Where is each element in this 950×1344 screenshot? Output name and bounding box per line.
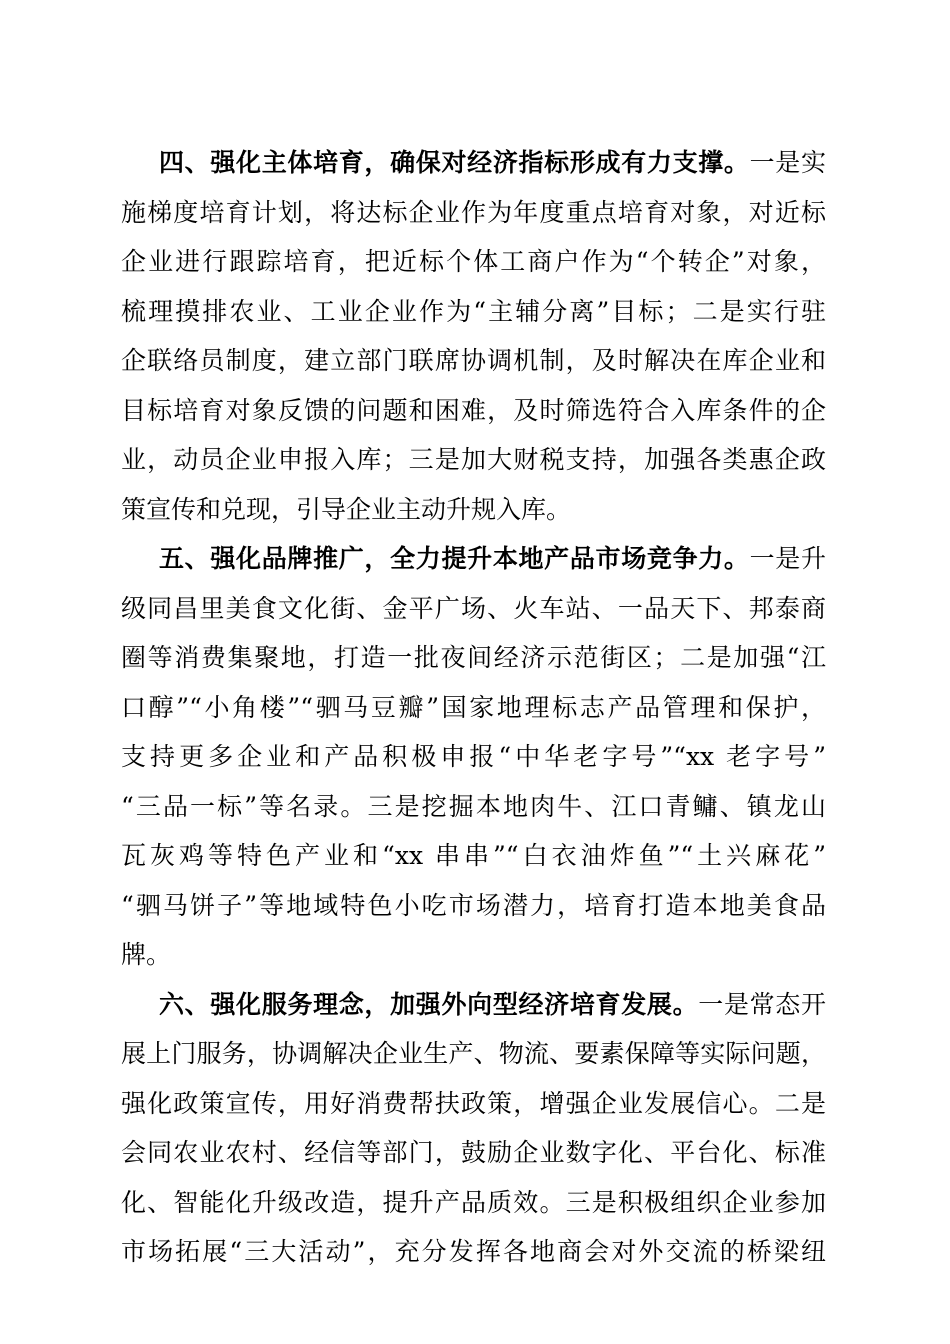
paragraph-line: 会同农业农村、经信等部门，鼓励企业数字化、平台化、标准 (121, 1138, 826, 1167)
paragraph-line: 梳理摸排农业、工业企业作为“主辅分离”目标；二是实行驻 (121, 296, 826, 326)
paragraph-line: “驷马饼子”等地域特色小吃市场潜力，培育打造本地美食品 (121, 890, 826, 920)
paragraph-line: 口醇”“小角楼”“驷马豆瓣”国家地理标志产品管理和保护， (121, 692, 826, 722)
section-5-heading: 五、强化品牌推广，全力提升本地产品市场竞争力。 (159, 544, 750, 573)
paragraph-line: 圈等消费集聚地，打造一批夜间经济示范街区；二是加强“江 (121, 643, 826, 672)
paragraph-line: 市场拓展“三大活动”，充分发挥各地商会对外交流的桥梁纽 (121, 1237, 826, 1266)
paragraph-line: 企业进行跟踪培育，把近标个体工商户作为“个转企”对象， (121, 247, 826, 276)
paragraph-line: 化、智能化升级改造，提升产品质效。三是积极组织企业参加 (121, 1187, 826, 1217)
paragraph-line: “三品一标”等名录。三是挖掘本地肉牛、江口青鳙、镇龙山 (121, 791, 826, 821)
paragraph-line: 业，动员企业申报入库；三是加大财税支持，加强各类惠企政 (121, 445, 826, 474)
paragraph-line: 展上门服务，协调解决企业生产、物流、要素保障等实际问题， (121, 1039, 826, 1068)
paragraph-5-line-1 (121, 534, 826, 584)
paragraph-text: 一是常态开 (698, 989, 826, 1019)
paragraph-line: 策宣传和兑现，引导企业主动升规入库。 (121, 494, 572, 524)
paragraph-line: 企联络员制度，建立部门联席协调机制，及时解决在库企业和 (121, 346, 826, 375)
document-body (121, 138, 826, 1277)
section-6-heading: 六、强化服务理念，加强外向型经济培育发展。 (159, 989, 699, 1019)
paragraph-line: 级同昌里美食文化街、金平广场、火车站、一品天下、邦泰商 (121, 593, 826, 623)
paragraph-line: 目标培育对象反馈的问题和困难，及时筛选符合入库条件的企 (121, 395, 826, 425)
paragraph-text: 一是升 (749, 544, 826, 573)
paragraph-6-line-1 (121, 980, 826, 1030)
paragraph-line: 施梯度培育计划，将达标企业作为年度重点培育对象，对近标 (121, 197, 826, 227)
section-4-heading: 四、强化主体培育，确保对经济指标形成有力支撑。 (159, 148, 750, 177)
paragraph-line: 强化政策宣传，用好消费帮扶政策，增强企业发展信心。二是 (121, 1088, 826, 1118)
paragraph-line: 牌。 (121, 940, 172, 969)
paragraph-line: 支持更多企业和产品积极申报“中华老字号”“xx 老字号” (121, 742, 826, 771)
paragraph-4-line-1 (121, 138, 826, 188)
paragraph-text: 一是实 (749, 148, 826, 177)
paragraph-line: 瓦灰鸡等特色产业和“xx 串串”“白衣油炸鱼”“土兴麻花” (121, 841, 826, 870)
